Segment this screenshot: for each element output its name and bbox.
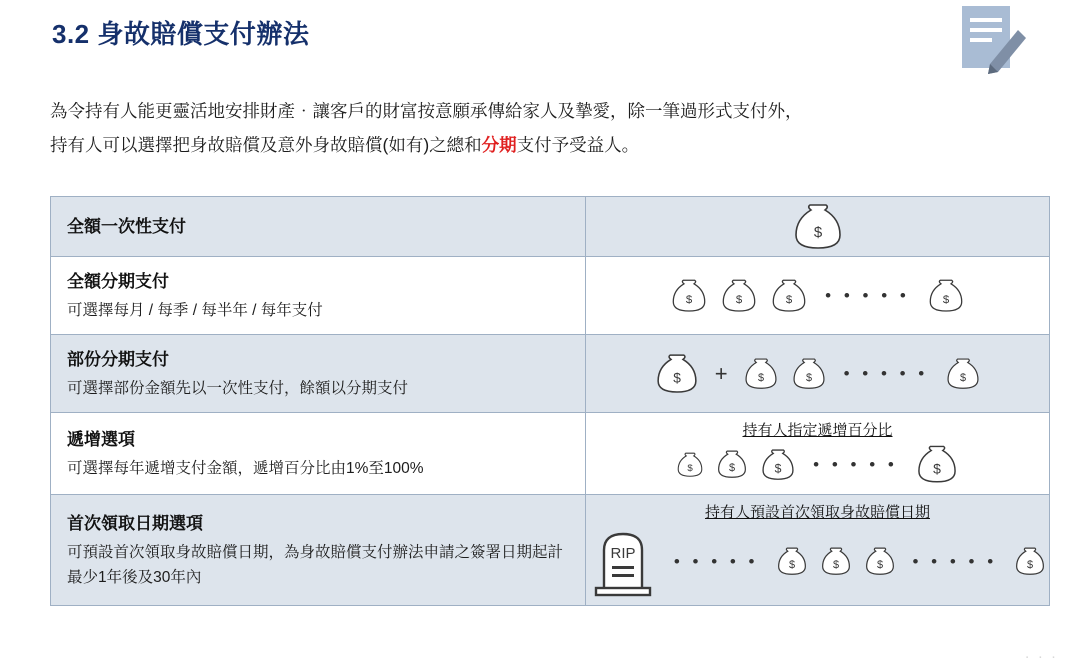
plus-sign: + xyxy=(714,360,728,386)
svg-text:$: $ xyxy=(960,371,967,384)
svg-text:$: $ xyxy=(729,462,736,475)
svg-text:$: $ xyxy=(736,293,743,306)
increasing-bag-series xyxy=(675,444,960,485)
money-bag-icon xyxy=(790,203,846,251)
option-subtitle: 可選擇每年遞增支付金額，遞增百分比由1%至100% xyxy=(67,459,424,477)
money-bag-icon xyxy=(675,451,705,479)
svg-text:$: $ xyxy=(788,558,795,571)
svg-text:$: $ xyxy=(1027,558,1034,571)
money-bag-icon xyxy=(653,353,701,395)
svg-text:RIP: RIP xyxy=(610,545,636,562)
option-title: 全額一次性支付 xyxy=(67,216,186,236)
tombstone-bag-series xyxy=(588,524,1047,598)
svg-text:$: $ xyxy=(942,293,949,306)
svg-text:$: $ xyxy=(774,460,782,475)
intro-highlight: 分期 xyxy=(481,135,517,155)
money-bag-icon xyxy=(790,357,828,391)
table-row xyxy=(51,257,1049,335)
money-bag-icon xyxy=(914,444,960,485)
document-pencil-icon xyxy=(952,4,1032,80)
table-row-label-cell xyxy=(51,495,586,605)
table-row-visual-cell xyxy=(586,495,1049,605)
ellipsis-dots: • • • • • xyxy=(912,551,998,571)
option-subtitle: 可選擇每月 / 每季 / 每半年 / 每年支付 xyxy=(67,301,323,319)
table-row xyxy=(51,335,1049,413)
option-title: 全額分期支付 xyxy=(67,271,169,291)
svg-text:$: $ xyxy=(932,460,941,477)
visual-caption: 持有人預設首次領取身故賠償日期 xyxy=(704,504,930,521)
tombstone-icon xyxy=(588,524,658,598)
table-row-label-cell xyxy=(51,197,586,256)
table-row-visual-cell xyxy=(586,257,1049,334)
option-subtitle: 可選擇部份金額先以一次性支付，餘額以分期支付 xyxy=(67,379,409,397)
intro-line-2 xyxy=(50,128,1040,162)
money-bag-icon xyxy=(669,278,709,314)
money-bag-icon xyxy=(1013,546,1047,577)
money-bag-icon xyxy=(926,278,966,314)
money-bag-icon xyxy=(819,546,853,577)
intro-line-2-part-b: 支付予受益人。 xyxy=(516,135,640,155)
svg-text:$: $ xyxy=(757,371,764,384)
ellipsis-dots: • • • • • xyxy=(843,364,929,383)
watermark: · · · xyxy=(1024,648,1058,665)
table-row xyxy=(51,495,1049,605)
money-bag-icon xyxy=(715,449,749,480)
svg-text:$: $ xyxy=(805,371,812,384)
intro-line-2-part-a: 持有人可以選擇把身故賠償及意外身故賠償(如有)之總和 xyxy=(50,135,482,155)
money-bag-icon xyxy=(944,357,982,391)
money-bag-group xyxy=(790,203,846,251)
money-bag-icon xyxy=(742,357,780,391)
ellipsis-dots: • • • • • xyxy=(813,455,898,474)
table-row-visual-cell xyxy=(586,335,1049,412)
table-row-visual-cell xyxy=(586,413,1049,494)
table-row-label-cell xyxy=(51,257,586,334)
table-row-visual-cell xyxy=(586,197,1049,256)
option-title: 首次領取日期選項 xyxy=(67,513,203,533)
svg-text:$: $ xyxy=(832,558,839,571)
option-title: 遞增選項 xyxy=(67,429,135,449)
svg-text:$: $ xyxy=(813,223,822,241)
svg-text:$: $ xyxy=(786,293,793,306)
ellipsis-dots: • • • • • xyxy=(825,286,910,305)
svg-text:$: $ xyxy=(686,293,693,306)
table-row xyxy=(51,197,1049,257)
money-bag-icon xyxy=(719,278,759,314)
table-row-label-cell xyxy=(51,335,586,412)
option-subtitle: 可預設首次領取身故賠償日期，為身故賠償支付辦法申請之簽署日期起計最少1年後及30年內 xyxy=(67,543,564,586)
option-title: 部份分期支付 xyxy=(67,349,169,369)
money-bag-icon xyxy=(863,546,897,577)
svg-text:$: $ xyxy=(672,370,681,386)
visual-caption: 持有人指定遞增百分比 xyxy=(742,422,893,439)
payout-options-table xyxy=(50,196,1050,606)
table-row-label-cell xyxy=(51,413,586,494)
intro-line-1: 為令持有人能更靈活地安排財產‧讓客戶的財富按意願承傳給家人及摯愛，除一筆過形式支付外， xyxy=(50,101,803,121)
ellipsis-dots: • • • • • xyxy=(673,551,759,571)
intro-paragraph xyxy=(50,94,1040,162)
page-title: 3.2 身故賠償支付辦法 xyxy=(52,19,310,49)
money-bag-icon xyxy=(769,278,809,314)
money-bag-icon xyxy=(775,546,809,577)
svg-text:$: $ xyxy=(687,462,693,474)
money-bag-series xyxy=(653,353,983,395)
table-row xyxy=(51,413,1049,495)
svg-text:$: $ xyxy=(876,558,883,571)
money-bag-icon xyxy=(759,448,797,482)
money-bag-series xyxy=(669,278,966,314)
